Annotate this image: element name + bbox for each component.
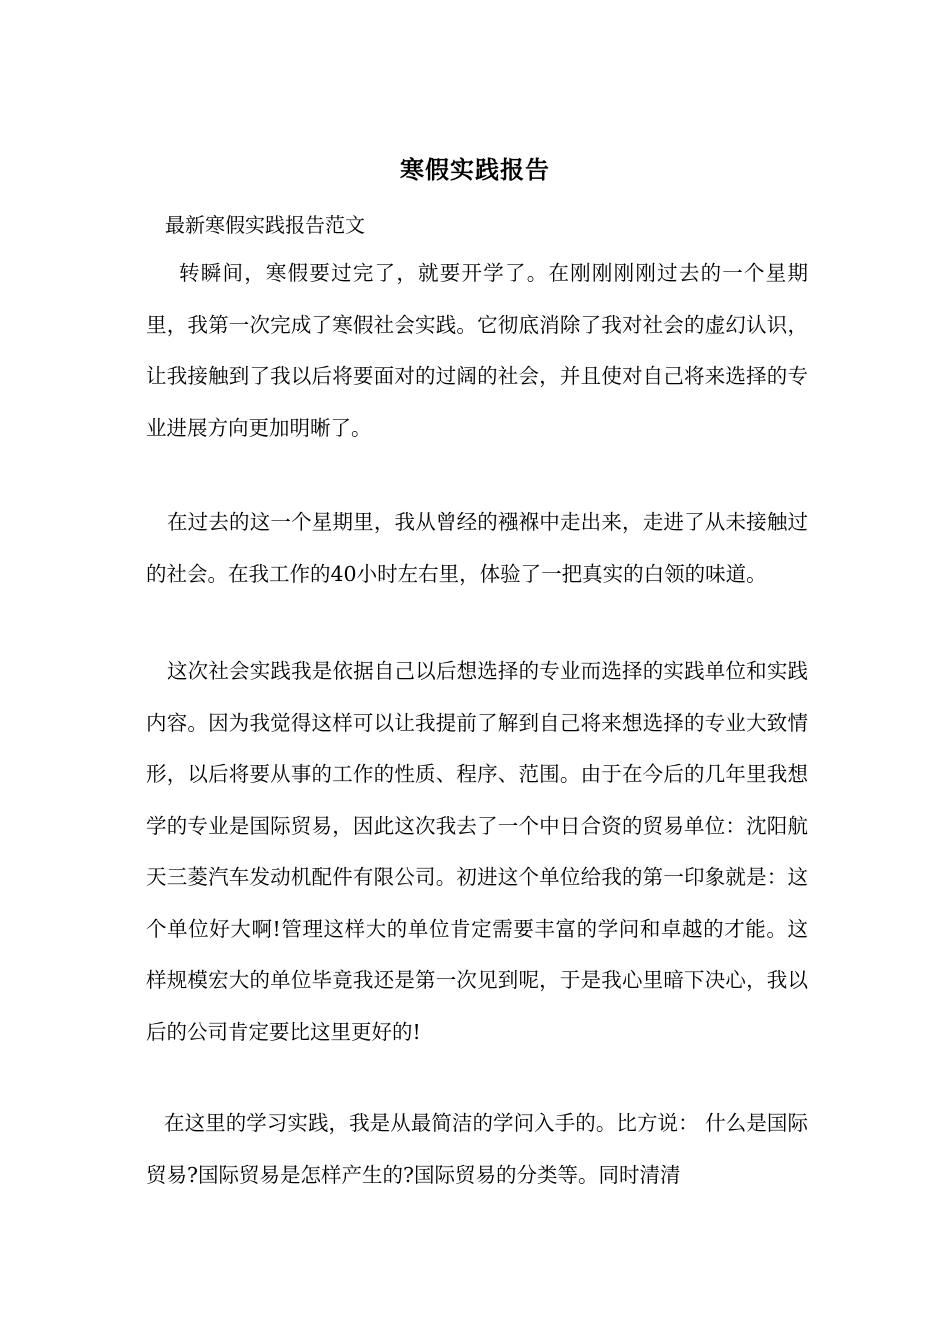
paragraph-3: 这次社会实践我是依据自己以后想选择的专业而选择的实践单位和实践内容。因为我觉得这样可以让我提前了解到自己将来想选择的专业大致情形，以后将要从事的工作的性质、程序、范围。由于在今后的几年里我想学的专业是国际贸易，因此这次我去了一个中日合资的贸易单位：沈阳航天三菱汽车发动机配件有限公司。初进这个单位给我的第一印象就是：这个单位好大啊!管理这样大的单位肯定需要丰富的学问和卓越的才能。这样规模宏大的单位毕竟我还是第一次见到呢，于是我心里暗下决心，我以后的公司肯定要比这里更好的! <box>146 659 808 1044</box>
paragraph-2: 在过去的这一个星期里，我从曾经的襁褓中走出来，走进了从未接触过的社会。在我工作的40小时左右里，体验了一把真实的白领的味道。 <box>146 510 808 586</box>
document-title: 寒假实践报告 <box>400 155 550 184</box>
paragraph-1: 转瞬间，寒假要过完了，就要开学了。在刚刚刚刚过去的一个星期里，我第一次完成了寒假社会实践。它彻底消除了我对社会的虚幻认识，让我接触到了我以后将要面对的过阔的社会，并且使对自己将来选择的专业进展方向更加明晰了。 <box>146 261 808 440</box>
document-subtitle: 最新寒假实践报告范文 <box>165 213 365 237</box>
paragraph-4: 在这里的学习实践，我是从最简洁的学问入手的。比方说： 什么是国际贸易?国际贸易是怎样产生的?国际贸易的分类等。同时清清 <box>146 1111 808 1187</box>
